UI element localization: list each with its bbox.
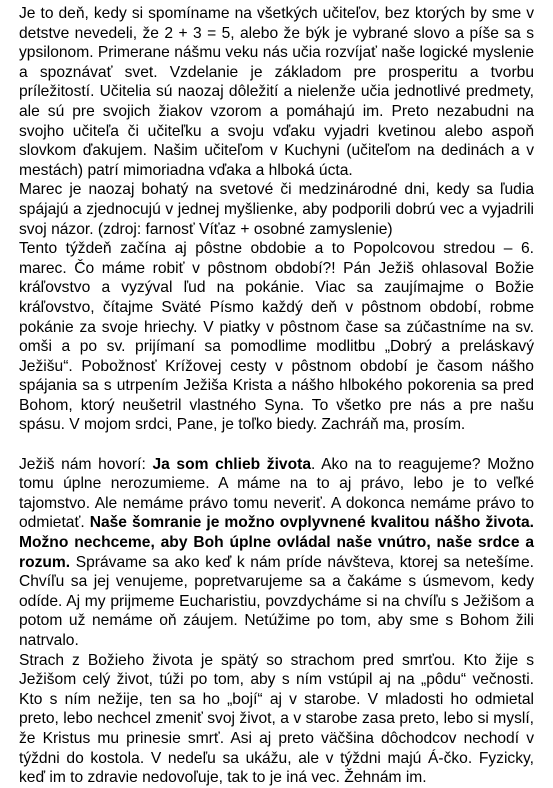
paragraph-fear-of-death: Strach z Božieho života je spätý so strachom pred smrťou. Kto žije s Ježišom celý život, túži po tom, aby s ním vstúpil aj na „pôdu“ večnosti. Kto s ním nežije, ten sa ho „bojí“ aj v starobe. V mladosti ho odmietal preto, lebo nechcel zmeniť svoj život, a v starobe zasa preto, lebo si myslí, že Kristus mu prinesie smrť. Asi aj preto väčšina dôchodcov nechodí v týždni do kostola. V nedeľu sa ukážu, ale v týždni majú Á-čko. Fyzicky, keď im to zdravie nedovoľuje, tak to je iná vec. Žehnám im. <box>19 651 534 787</box>
text-segment: Správame sa ako keď k nám príde návšteva, ktorej sa netešíme. Chvíľu sa jej venujeme, popretvarujeme sa a čakáme s úsmevom, kedy odíde. Aj my prijmeme Eucharistiu, povzdycháme si na chvíľu s Ježišom a potom už nemáme oň záujem. Netúžime po tom, aby sme s Bohom žili natrvalo. <box>19 553 534 649</box>
bold-phrase-bread-of-life: Ja som chlieb života <box>152 455 311 473</box>
paragraph-teachers-day: Je to deň, kedy si spomíname na všetkých učiteľov, bez ktorých by sme v detstve nevedeli, že 2 + 3 = 5, alebo že býk je vybrané slovo a píše sa s ypsilonom. Primerane nášmu veku nás učia rozvíjať naše logické myslenie a spoznávať svet. Vzdelanie je základom pre prosperitu a tvorbu príležitostí. Učitelia sú naozaj dôležití a nielenže učia jednotlivé predmety, ale sú pre svojich žiakov vzorom a pomáhajú im. Preto nezabudni na svojho učiteľa či učiteľku a svoju vďaku vyjadri kvetinou alebo aspoň slovkom ďakujem. Našim učiteľom v Kuchyni (učiteľom na dedinách a v mestách) patrí mimoriadna vďaka a hlboká úcta. <box>19 5 534 179</box>
text-segment: . Ako na to reagujeme? Možno tomu úplne nerozumieme. A máme na to aj právo, lebo je to veľké tajomstvo. Ale nemáme právo tomu neveriť. A dokonca nemáme právo to odmietať. <box>19 455 534 532</box>
text-segment: Ježiš nám hovorí: <box>19 455 153 473</box>
paragraph-march-days: Marec je naozaj bohatý na svetové či medzinárodné dni, kedy sa ľudia spájajú a zjednocujú v jednej myšlienke, aby podporili dobrú vec a vyjadrili svoj názor. (zdroj: farnosť Víťaz + osobné zamyslenie) <box>19 181 534 238</box>
paragraph-lent: Tento týždeň začína aj pôstne obdobie a to Popolcovou stredou – 6. marec. Čo máme robiť v pôstnom období?! Pán Ježiš ohlasoval Božie kráľovstvo a vyzýval ľud na pokánie. Viac sa zaujímajme o Božie kráľovstvo, čítajme Sväté Písmo každý deň v pôstnom období, robme pokánie za svoje hriechy. V piatky v pôstnom čase sa zúčastníme na sv. omši a po sv. prijímaní sa pomodlime modlitbu „Dobrý a preláskavý Ježišu“. Pobožnosť Krížovej cesty v pôstnom období je časom nášho spájania sa s utrpením Ježiša Krista a nášho hlbokého pokorenia sa pred Bohom, ktorý neušetril vlastného Syna. To všetko pre nás a pre našu spásu. V mojom srdci, Pane, je toľko biedy. Zachráň ma, prosím. <box>19 240 534 434</box>
paragraph-spacer <box>19 435 534 455</box>
paragraph-bread-of-life <box>19 455 534 651</box>
bold-sentence-grumbling: Naše šomranie je možno ovplyvnené kvalitou nášho života. Možno nechceme, aby Boh úplne ovládal naše vnútro, naše srdce a rozum. <box>19 514 534 571</box>
